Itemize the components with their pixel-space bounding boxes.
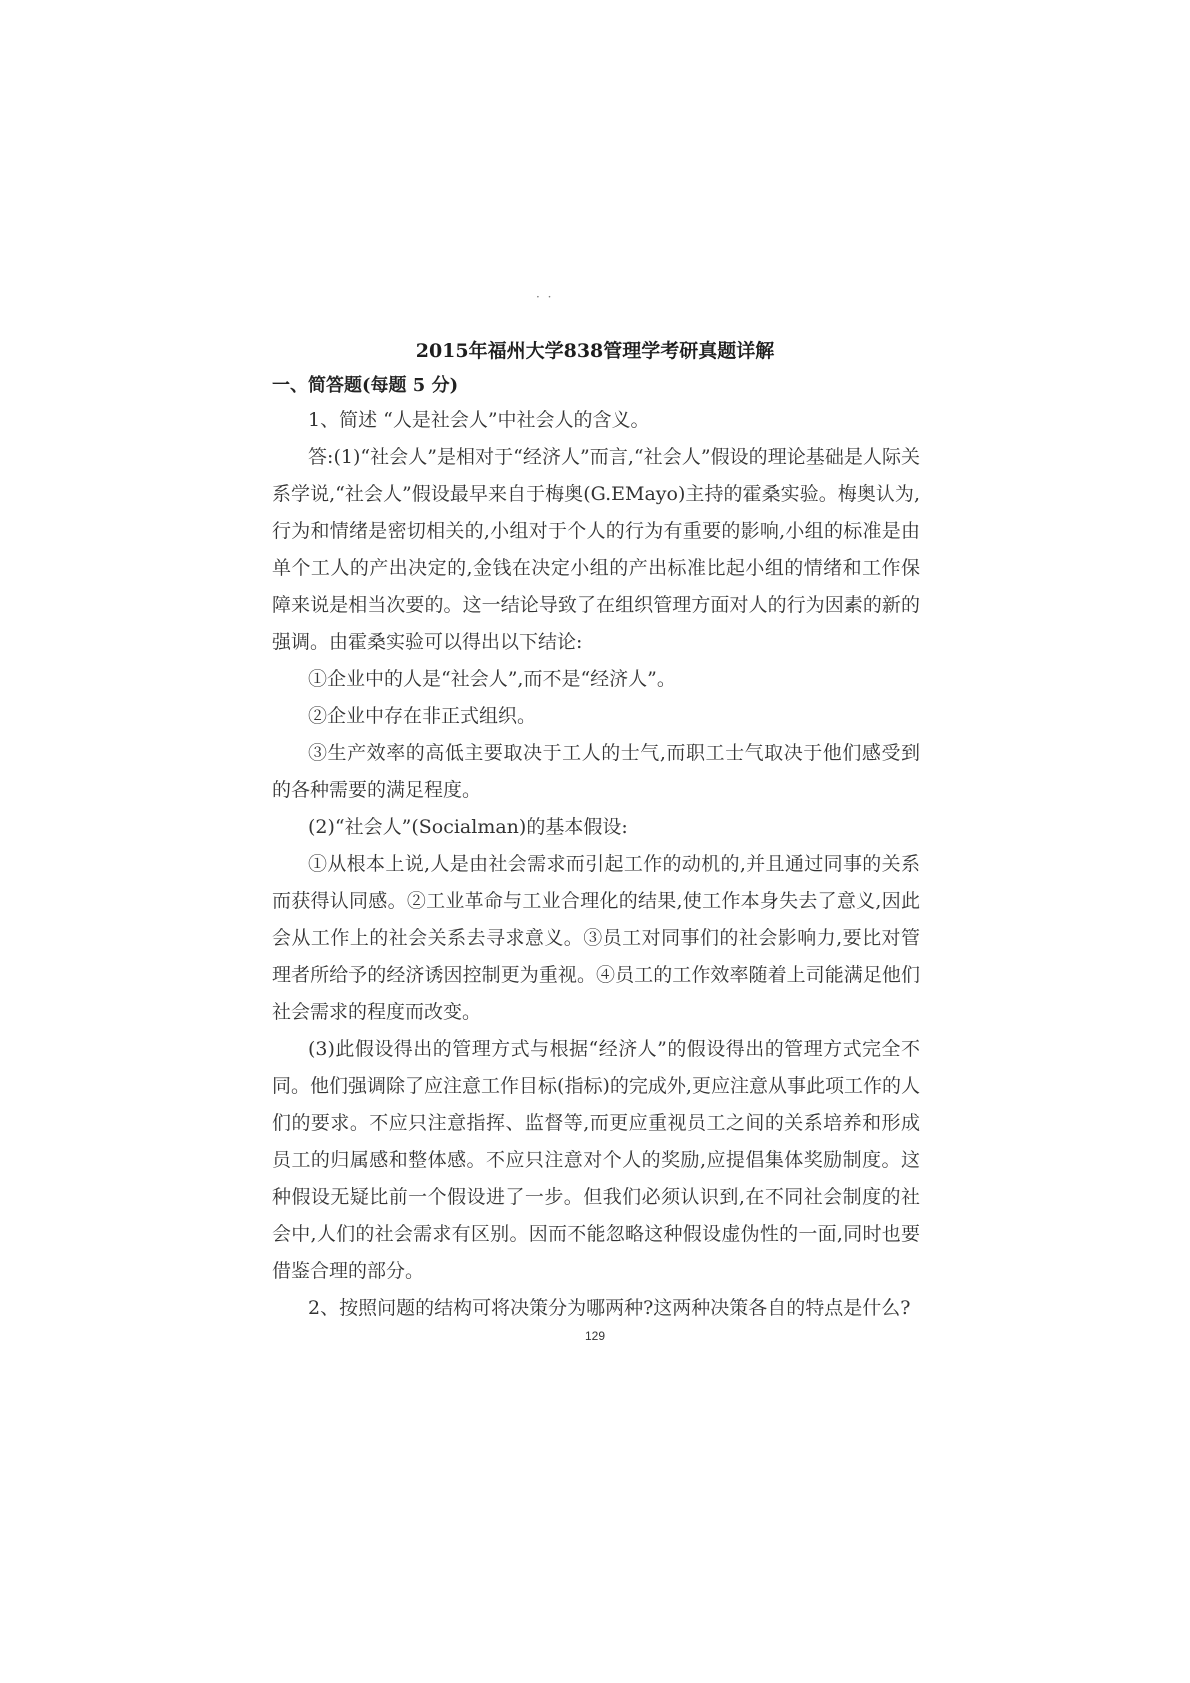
page-number: 129 [584, 1329, 606, 1343]
section-heading: 一、简答题(每题 5 分) [272, 375, 459, 396]
answer-part-2-body: ①从根本上说,人是由社会需求而引起工作的动机的,并且通过同事的关系而获得认同感。②工业革命与工业合理化的结果,使工作本身失去了意义,因此会从工作上的社会关系去寻求意义。③员工对同事们的社会影响力,要比对管理者所给予的经济诱因控制更为重视。④员工的工作效率随着上司能满足他们社会需求的程度而改变。 [272, 853, 920, 1023]
conclusion-item-3: ③生产效率的高低主要取决于工人的士气,而职工士气取决于他们感受到的各种需要的满足程度。 [272, 742, 920, 801]
top-mark: · · [536, 290, 554, 304]
page-title: 2015年福州大学838管理学考研真题详解 [415, 340, 775, 362]
conclusion-item-2: ②企业中存在非正式组织。 [308, 705, 537, 727]
conclusion-item-1: ①企业中的人是“社会人”,而不是“经济人”。 [308, 668, 676, 690]
question-1: 1、简述 “人是社会人”中社会人的含义。 [308, 409, 650, 431]
answer-part-1: 答:(1)“社会人”是相对于“经济人”而言,“社会人”假设的理论基础是人际关系学说,“社会人”假设最早来自于梅奥(G.EMayo)主持的霍桑实验。梅奥认为,行为和情绪是密切相关的,小组对于个人的行为有重要的影响,小组的标准是由单个工人的产出决定的,金钱在决定小组的产出标准比起小组的情绪和工作保障来说是相当次要的。这一结论导致了在组织管理方面对人的行为因素的新的强调。由霍桑实验可以得出以下结论: [272, 446, 920, 653]
answer-part-2-heading: (2)“社会人”(Socialman)的基本假设: [308, 816, 628, 838]
question-2: 2、按照问题的结构可将决策分为哪两种?这两种决策各自的特点是什么? [308, 1297, 911, 1319]
answer-part-3: (3)此假设得出的管理方式与根据“经济人”的假设得出的管理方式完全不同。他们强调除了应注意工作目标(指标)的完成外,更应注意从事此项工作的人们的要求。不应只注意指挥、监督等,而更应重视员工之间的关系培养和形成员工的归属感和整体感。不应只注意对个人的奖励,应提倡集体奖励制度。这种假设无疑比前一个假设进了一步。但我们必须认识到,在不同社会制度的社会中,人们的社会需求有区别。因而不能忽略这种假设虚伪性的一面,同时也要借鉴合理的部分。 [272, 1038, 920, 1282]
body-text [272, 402, 920, 1327]
